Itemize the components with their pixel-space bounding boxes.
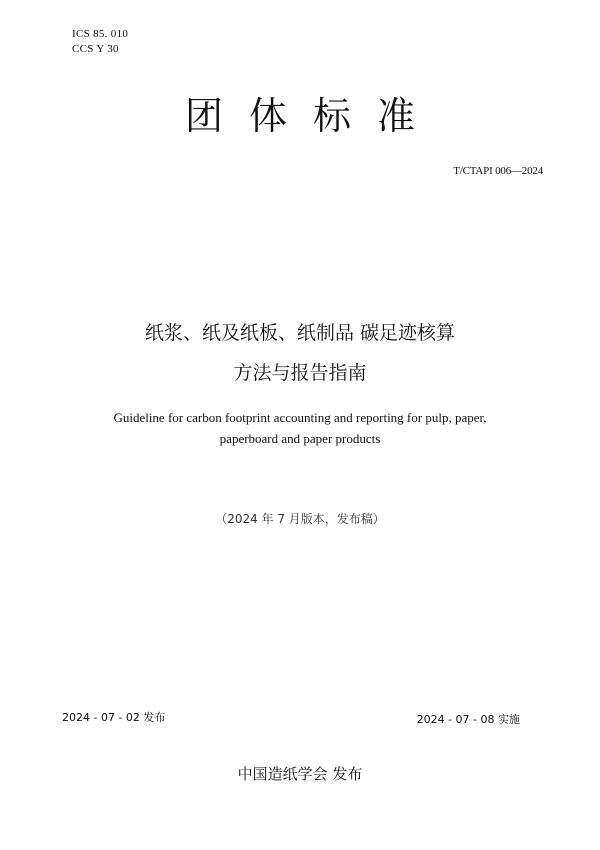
publish-date: 2024 - 07 - 02 发布 (62, 711, 166, 724)
publisher: 中国造纸学会 发布 (237, 765, 363, 783)
standard-number: T/CTAPI 006—2024 (453, 165, 543, 177)
ics-code: ICS 85. 010 (72, 28, 129, 40)
title-cn-line-1: 纸浆、纸及纸板、纸制品 碳足迹核算 (144, 322, 456, 344)
document-type-heading: 团体标准 (184, 94, 441, 138)
implement-date: 2024 - 07 - 08 实施 (416, 713, 520, 726)
title-en-line-2: paperboard and paper products (219, 431, 381, 446)
title-en-line-1: Guideline for carbon footprint accounting and reporting for pulp, paper, (113, 410, 487, 425)
version-note: （2024 年 7 月版本，发布稿） (215, 512, 385, 526)
ccs-code: CCS Y 30 (72, 43, 119, 55)
title-cn-line-2: 方法与报告指南 (233, 362, 367, 384)
